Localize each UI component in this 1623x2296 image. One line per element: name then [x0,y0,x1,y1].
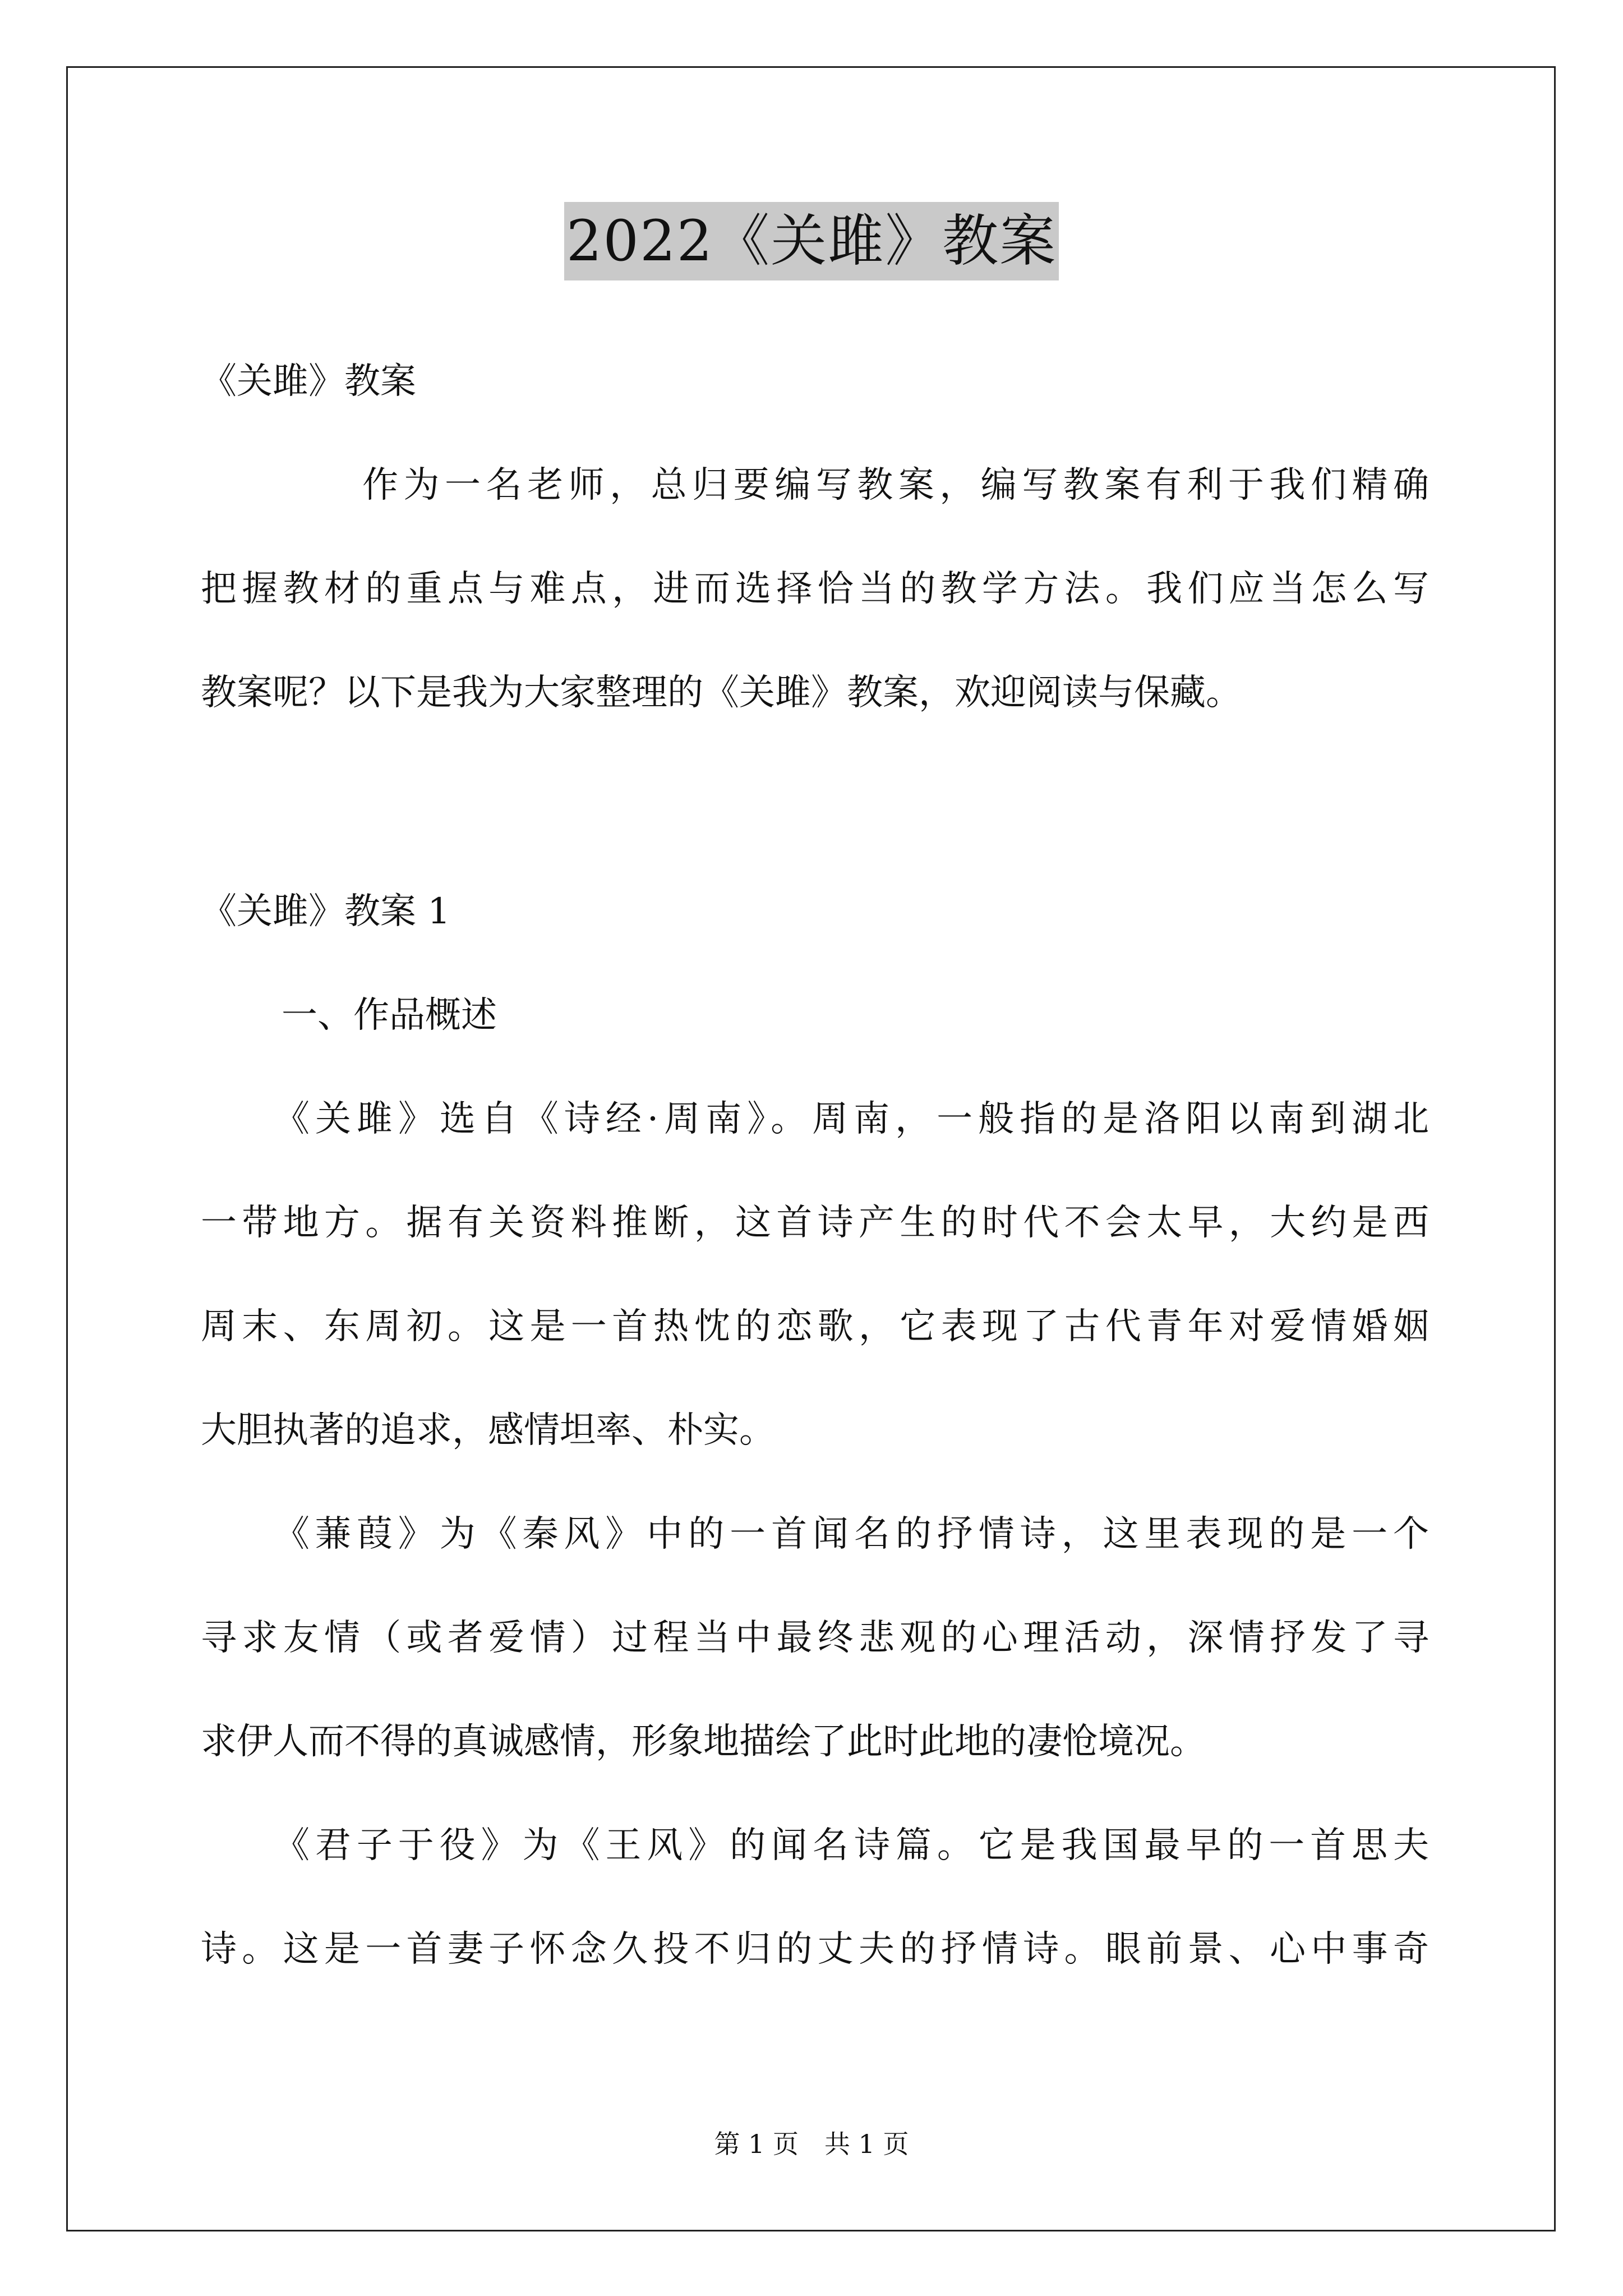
document-title: 2022《关雎》教案 [564,202,1059,280]
paragraph-line: 《关雎》选自《诗经·周南》。周南，一般指的是洛阳以南到湖北 [274,1098,1429,1140]
paragraph-line: 《蒹葭》为《秦风》中的一首闻名的抒情诗，这里表现的是一个 [274,1513,1429,1555]
paragraph-line: 周末、东周初。这是一首热忱的恋歌，它表现了古代青年对爱情婚姻 [201,1306,1429,1347]
section-heading: 一、作品概述 [282,995,497,1036]
paragraph-line: 寻求友情（或者爱情）过程当中最终悲观的心理活动，深情抒发了寻 [201,1617,1429,1659]
paragraph-line: 大胆执著的追求，感情坦率、朴实。 [201,1410,775,1451]
page-number: 第 1 页 共 1 页 [714,2129,909,2159]
title-container [0,202,1623,280]
paragraph-line: 一带地方。据有关资料推断，这首诗产生的时代不会太早，大约是西 [201,1202,1429,1244]
page-footer [0,2127,1623,2161]
intro-line: 作为一名老师，总归要编写教案，编写教案有利于我们精确 [362,464,1429,506]
intro-line: 教案呢？以下是我为大家整理的《关雎》教案，欢迎阅读与保藏。 [201,672,1242,714]
paragraph-line: 求伊人而不得的真诚感情，形象地描绘了此时此地的凄怆境况。 [201,1721,1206,1763]
paragraph-line: 《君子于役》为《王风》的闻名诗篇。它是我国最早的一首思夫 [274,1825,1429,1866]
intro-line: 把握教材的重点与难点，进而选择恰当的教学方法。我们应当怎么写 [201,568,1429,610]
section-title: 《关雎》教案 1 [201,891,451,932]
subheading: 《关雎》教案 [201,361,416,402]
paragraph-line: 诗。这是一首妻子怀念久投不归的丈夫的抒情诗。眼前景、心中事奇 [201,1929,1429,1970]
